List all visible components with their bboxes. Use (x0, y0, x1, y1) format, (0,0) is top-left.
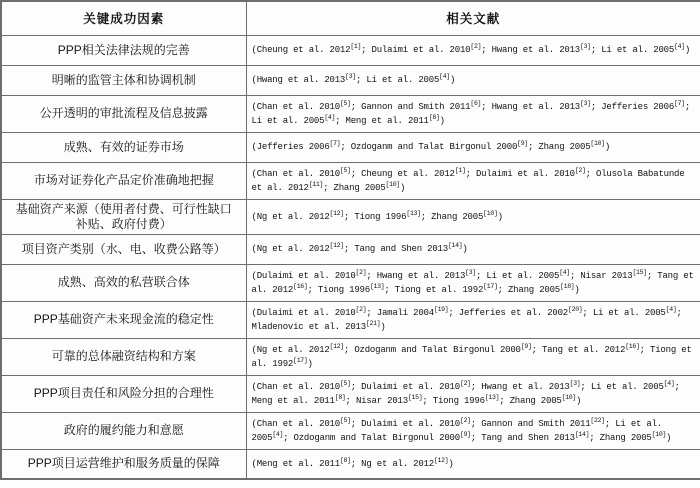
literature-cell: (Dulaimi et al. 2010[2]; Jamali 2004[19]; Jefferies et al. 2002[20]; Li et al. 2005[4]; Mladenovic et al. 2013[21]) (246, 301, 700, 338)
citation-ref-superscript: [15] (407, 393, 423, 401)
citation: Tang et al. 2012 (541, 344, 626, 355)
literature-cell: (Meng et al. 2011[8]; Ng et al. 2012[12]) (246, 449, 700, 479)
citation: Tiong et al. 1992 (394, 284, 484, 295)
citation: Chan et al. 2010 (256, 168, 340, 179)
literature-cell: (Chan et al. 2010[5]; Dulaimi et al. 2010[2]; Gannon and Smith 2011[22]; Li et al. 2005[4]; Ozdoganm and Talat Birgonul 2000[9]; Tang and Shen 2013[14]; Zhang 2005[10]) (246, 412, 700, 449)
citation-ref-superscript: [1] (350, 43, 362, 50)
factor-cell: PPP相关法律法规的完善 (1, 35, 246, 65)
table-row (1, 162, 700, 199)
citation-ref-superscript: [3] (580, 99, 591, 107)
citation-ref-superscript: [2] (574, 166, 586, 174)
citation: Hwang et al. 2013 (376, 270, 466, 281)
citation: Cheung et al. 2012 (256, 45, 351, 55)
column-header-factor: 关键成功因素 (1, 1, 246, 35)
citation: Zhang 2005 (431, 211, 484, 222)
factor-cell: 成熟、高效的私营联合体 (1, 264, 246, 301)
factor-cell: 公开透明的审批流程及信息披露 (1, 95, 246, 132)
citation-ref-superscript: [10] (590, 140, 605, 147)
citation-ref-superscript: [2] (459, 416, 471, 424)
citation-ref-superscript: [21] (365, 319, 381, 327)
factor-cell: 政府的履约能力和意愿 (1, 412, 246, 449)
citation-ref-superscript: [16] (625, 342, 640, 350)
citation-ref-superscript: [5] (339, 99, 351, 107)
citation-ref-superscript: [1] (454, 166, 466, 174)
table-header (1, 1, 700, 35)
citation: Zhang 2005 (509, 395, 562, 406)
citation: Li et al. 2005 (251, 418, 663, 443)
table-row (1, 95, 700, 132)
citation-ref-superscript: [2] (355, 305, 367, 313)
citation-ref-superscript: [4] (663, 379, 675, 387)
citation-ref-superscript: [14] (574, 430, 590, 438)
citation-ref-superscript: [12] (329, 209, 344, 217)
literature-cell: (Ng et al. 2012[12]; Tang and Shen 2013[14]) (246, 234, 700, 264)
citation: Chan et al. 2010 (256, 101, 340, 112)
literature-cell: (Chan et al. 2010[5]; Cheung et al. 2012[1]; Dulaimi et al. 2010[2]; Olusola Babatunde et al. 2012[11]; Zhang 2005[10]) (246, 162, 700, 199)
table-row (1, 132, 700, 162)
citation-ref-superscript: [7] (329, 140, 341, 147)
citation: Tiong 1996 (317, 284, 370, 295)
literature-cell: (Dulaimi et al. 2010[2]; Hwang et al. 2013[3]; Li et al. 2005[4]; Nisar 2013[15]; Tang et al. 2012[16]; Tiong 1996[13]; Tiong et al. 1992[17]; Zhang 2005[18]) (246, 264, 700, 301)
citation-ref-superscript: [8] (428, 113, 440, 121)
citation-ref-superscript: [2] (459, 379, 471, 387)
citation: Meng et al. 2011 (345, 115, 429, 126)
table-row (1, 199, 700, 234)
citation: Dulaimi et al. 2010 (371, 45, 471, 55)
table-body (1, 35, 700, 479)
citation-ref-superscript: [9] (459, 430, 471, 438)
factor-cell: 明晰的监管主体和协调机制 (1, 65, 246, 95)
header-row (1, 1, 700, 35)
table-row (1, 412, 700, 449)
citation: Ozdoganm and Talat Birgonul 2000 (350, 142, 518, 152)
citation: Cheung et al. 2012 (361, 168, 455, 179)
citation: Chan et al. 2010 (256, 381, 340, 392)
citation: Dulaimi et al. 2010 (361, 381, 460, 392)
citation: Ng et al. 2012 (256, 244, 330, 254)
citation-ref-superscript: [10] (385, 180, 400, 188)
citation: Tang and Shen 2013 (354, 244, 448, 254)
table-row (1, 375, 700, 412)
citation: Zhang 2005 (507, 284, 560, 295)
factor-cell: 市场对证券化产品定价准确地把握 (1, 162, 246, 199)
citation: Nisar 2013 (580, 270, 633, 281)
citation-ref-superscript: [10] (561, 393, 577, 401)
citation-ref-superscript: [12] (329, 242, 344, 249)
table-row (1, 234, 700, 264)
citation: Tang and Shen 2013 (481, 432, 575, 443)
citation: Dulaimi et al. 2010 (361, 418, 460, 429)
citation-ref-superscript: [5] (339, 416, 351, 424)
table-row (1, 338, 700, 375)
citation: Ozdoganm and Talat Birgonul 2000 (354, 344, 521, 355)
citation: Gannon and Smith 2011 (481, 418, 591, 429)
citation-ref-superscript: [8] (339, 456, 351, 464)
factor-cell: 可靠的总体融资结构和方案 (1, 338, 246, 375)
citation-ref-superscript: [4] (439, 73, 450, 80)
factor-cell: PPP项目运营维护和服务质量的保障 (1, 449, 246, 479)
citation: Zhang 2005 (538, 142, 591, 152)
citation: Dulaimi et al. 2010 (256, 307, 356, 318)
citation: Mladenovic et al. 2013 (251, 321, 366, 332)
citation-ref-superscript: [17] (293, 356, 308, 364)
citation-ref-superscript: [15] (632, 268, 647, 276)
citation: Jefferies et al. 2002 (458, 307, 568, 318)
literature-cell: (Hwang et al. 2013[3]; Li et al. 2005[4]) (246, 65, 700, 95)
factor-cell: 基础资产来源（使用者付费、可行性缺口补贴、政府付费） (1, 199, 246, 234)
citation-ref-superscript: [10] (483, 209, 498, 217)
citation: Meng et al. 2011 (256, 458, 340, 469)
citation: Tiong et al. 1992 (251, 344, 692, 369)
citation-ref-superscript: [12] (433, 456, 449, 464)
citation-ref-superscript: [3] (345, 73, 356, 80)
citation: Li et al. 2005 (590, 381, 664, 392)
citation: Jamali 2004 (376, 307, 434, 318)
citation-ref-superscript: [3] (580, 43, 591, 50)
citation: Dulaimi et al. 2010 (256, 270, 356, 281)
table-row (1, 264, 700, 301)
literature-cell: (Chan et al. 2010[5]; Gannon and Smith 2011[6]; Hwang et al. 2013[3]; Jefferies 2006[7]; Li et al. 2005[4]; Meng et al. 2011[8]) (246, 95, 700, 132)
citation: Tang et al. 2012 (251, 270, 694, 295)
factor-cell: PPP基础资产未来现金流的稳定性 (1, 301, 246, 338)
citation-ref-superscript: [6] (470, 99, 482, 107)
citation-ref-superscript: [3] (465, 268, 476, 276)
citation: Dulaimi et al. 2010 (475, 168, 575, 179)
citation: Li et al. 2005 (251, 115, 325, 126)
citation-ref-superscript: [5] (339, 166, 351, 174)
table-row (1, 301, 700, 338)
literature-cell: (Cheung et al. 2012[1]; Dulaimi et al. 2010[2]; Hwang et al. 2013[3]; Li et al. 2005[4]) (246, 35, 700, 65)
literature-cell: (Jefferies 2006[7]; Ozdoganm and Talat Birgonul 2000[9]; Zhang 2005[10]) (246, 132, 700, 162)
citation: Zhang 2005 (333, 182, 386, 193)
citation-ref-superscript: [8] (334, 393, 346, 401)
citation-ref-superscript: [7] (674, 99, 685, 107)
citation-ref-superscript: [2] (470, 43, 482, 50)
citation-ref-superscript: [4] (665, 305, 677, 313)
citation-ref-superscript: [12] (329, 342, 344, 350)
table-row (1, 449, 700, 479)
citation: Tiong 1996 (432, 395, 485, 406)
citation: Hwang et al. 2013 (491, 101, 580, 112)
literature-cell: (Ng et al. 2012[12]; Tiong 1996[13]; Zhang 2005[10]) (246, 199, 700, 234)
citation: Hwang et al. 2013 (481, 381, 570, 392)
citation: Ng et al. 2012 (361, 458, 434, 469)
citation: Zhang 2005 (599, 432, 652, 443)
citation: Jefferies 2006 (256, 142, 330, 152)
citation: Li et al. 2005 (366, 75, 440, 85)
citation-ref-superscript: [13] (406, 209, 421, 217)
citation: Tiong 1996 (354, 211, 407, 222)
citation: Ng et al. 2012 (256, 344, 330, 355)
factor-cell: PPP项目责任和风险分担的合理性 (1, 375, 246, 412)
factor-cell: 成熟、有效的证券市场 (1, 132, 246, 162)
literature-cell: (Ng et al. 2012[12]; Ozdoganm and Talat Birgonul 2000[9]; Tang et al. 2012[16]; Tiong et al. 1992[17]) (246, 338, 700, 375)
table-row (1, 65, 700, 95)
column-header-literature: 相关文献 (246, 1, 700, 35)
citation: Chan et al. 2010 (256, 418, 340, 429)
literature-cell: (Chan et al. 2010[5]; Dulaimi et al. 2010[2]; Hwang et al. 2013[3]; Li et al. 2005[4]; Meng et al. 2011[8]; Nisar 2013[15]; Tiong 1996[13]; Zhang 2005[10]) (246, 375, 700, 412)
citation: Gannon and Smith 2011 (361, 101, 471, 112)
citation: Hwang et al. 2013 (256, 75, 346, 85)
citation: Ng et al. 2012 (256, 211, 330, 222)
citation: Meng et al. 2011 (251, 395, 335, 406)
citation-ref-superscript: [9] (520, 342, 532, 350)
citation: Li et al. 2005 (486, 270, 560, 281)
citation-ref-superscript: [14] (447, 242, 463, 249)
citation-ref-superscript: [4] (272, 430, 284, 438)
table-row (1, 35, 700, 65)
citation: Jefferies 2006 (601, 101, 675, 112)
citation-ref-superscript: [10] (651, 430, 667, 438)
citation: Hwang et al. 2013 (491, 45, 581, 55)
citation-ref-superscript: [13] (369, 282, 385, 290)
citation: Li et al. 2005 (601, 45, 675, 55)
citation-ref-superscript: [17] (483, 282, 498, 290)
citation-ref-superscript: [18] (560, 282, 575, 290)
citation: Olusola Babatunde et al. 2012 (251, 168, 685, 193)
citation: Ozdoganm and Talat Birgonul 2000 (293, 432, 460, 443)
citation-ref-superscript: [4] (674, 43, 685, 50)
citation-ref-superscript: [16] (293, 282, 308, 290)
citation-ref-superscript: [3] (569, 379, 581, 387)
citation-ref-superscript: [4] (559, 268, 571, 276)
citation-ref-superscript: [2] (355, 268, 367, 276)
citation: Li et al. 2005 (592, 307, 666, 318)
citation-ref-superscript: [4] (324, 113, 336, 121)
citation-ref-superscript: [19] (433, 305, 449, 313)
factor-cell: 项目资产类别（水、电、收费公路等） (1, 234, 246, 264)
citation-ref-superscript: [20] (568, 305, 583, 313)
citation: Nisar 2013 (355, 395, 408, 406)
citation-ref-superscript: [13] (484, 393, 500, 401)
citation-ref-superscript: [11] (308, 180, 324, 188)
citation-ref-superscript: [5] (339, 379, 351, 387)
citation-ref-superscript: [22] (590, 416, 605, 424)
citation-ref-superscript: [9] (517, 140, 528, 147)
